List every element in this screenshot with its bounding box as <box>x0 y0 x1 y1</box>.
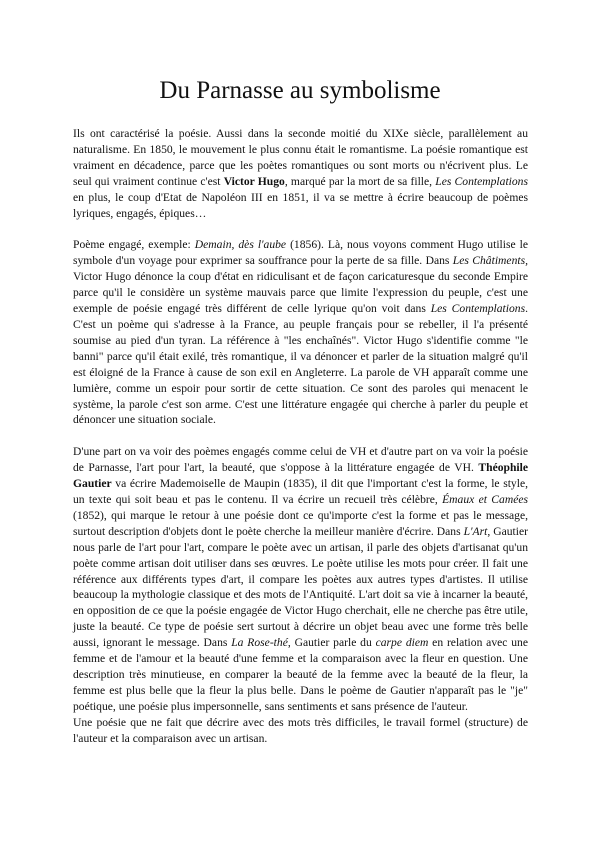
paragraph-4: Une poésie que ne fait que décrire avec des mots très difficiles, le travail formel (structure) de l'auteur et la comparaison avec un artisan. <box>73 715 528 745</box>
p1-text-e: en plus, le coup d'Etat de Napoléon III en 1851, il va se mettre à écrire beaucoup de poèmes lyriques, engagés, épiques… <box>73 190 528 220</box>
p3-text-a: D'une part on va voir des poèmes engagés comme celui de VH et d'autre part on va voir la poésie de Parnasse, l'art pour l'art, la beauté, que s'oppose à la littérature engagée de VH. <box>73 445 528 475</box>
p1-work-title: Les Contemplations <box>435 174 528 188</box>
p3-work-title-3: La Rose-thé <box>231 636 288 650</box>
document-body <box>73 126 528 747</box>
p3-text-i: , Gautier parle du <box>287 636 376 650</box>
p2-text-a: Poème engagé, exemple: <box>73 238 195 252</box>
paragraph-gap <box>73 221 528 237</box>
p3-work-title-2: L'Art <box>463 524 488 538</box>
p1-text-a: Ils ont caractérisé la poésie. Aussi dans la seconde moitié du XIXe siècle, parallèlement au naturalisme. En 1850, le mouvement le plus connu était le romantisme. La poésie romantique est vraiment en décadence, parce que les poètes romantiques ou sont morts ou n'écrivent plus. Le seul qui vraiment continue c'est <box>73 127 528 188</box>
p2-text-g: . C'est un poème qui s'adresse à la France, au peuple français pour se rebeller, il l'a présenté soumise au pied d'un tyran. La référence à "les enchaînés". Victor Hugo s'identifie comme "le banni" parce qu'il était exilé, très romantique, il va dénoncer et parler de la situation malgré qu'il est éloigné de la France à cause de son exil en Angleterre. La parole de VH apparaît comme une lumière, comme un espoir pour sortir de cette situation. Ce sont des paroles qui menacent le système, la parole c'est son arme. C'est une littérature engagée qui cherche à parler du peuple et dénoncer une situation sociale. <box>73 302 529 427</box>
p2-work-title-3: Les Contemplations <box>430 302 526 316</box>
p3-author-name: Théophile Gautier <box>73 461 528 491</box>
paragraph-1 <box>73 126 528 221</box>
p3-text-k: en relation avec une femme et de l'amour et la beauté d'une femme et la comparaison avec la fleur en question. Une description très minutieuse, en comparer la beauté de la femme avec la beauté de la fleur, la femme est plus belle que la fleur la plus belle. Dans le poème de Gautier n'apparaît pas le "je" poétique, une poésie plus impersonnelle, sans sentiments et sans présence de l'auteur. <box>73 636 528 713</box>
paragraph-3 <box>73 444 528 714</box>
p3-latin-phrase: carpe diem <box>375 636 429 650</box>
page-title: Du Parnasse au symbolisme <box>159 77 441 104</box>
p3-text-g: , Gautier nous parle de l'art pour l'art, compare le poète avec un artisan, il parle des objets d'artisanat qu'un poète comme artisan doit utiliser dans ses œuvres. Le poète utilise les mots pour créer. Il fait une référence aux différents types d'art, il compare les poètes aux autres types d'artistes. Il utilise beaucoup la mythologie classique et des mots de l'Antiquité. L'art doit sa vie à incarner la beauté, en opposition de ce que la poésie engagée de Victor Hugo cherchait, elle ne cherche pas être utile, juste la beauté. Ce type de poésie sert surtout à décrire un objet beau avec une forme très belle aussi, ignorant le message. Dans <box>73 524 529 650</box>
paragraph-gap <box>73 428 528 444</box>
p1-text-c: , marqué par la mort de sa fille, <box>284 174 436 188</box>
paragraph-2 <box>73 237 528 428</box>
p2-work-title-1: Demain, dès l'aube <box>194 238 287 252</box>
p3-text-e: (1852), qui marque le retour à une poésie dont ce qu'importe c'est la forme et pas le message, surtout description d'objets dont le poète cherche la meilleur manière d'écrire. Dans <box>73 508 528 538</box>
p2-work-title-2: Les Châtiments, <box>452 254 528 268</box>
p2-text-e: Victor Hugo dénonce la coup d'état en ridiculisant et de façon caricaturesque du seconde Empire parce qu'il le considère un système mauvais parce que limite l'expression du peuple, c'est une exemple de poésie engagé très différent de celle lyrique qu'on voit dans <box>73 270 528 316</box>
p2-text-c: (1856). Là, nous voyons comment Hugo utilise le symbole d'un voyage pour exprimer sa souffrance pour la perte de sa fille. Dans <box>73 238 529 268</box>
p3-work-title-1: Émaux et Camées <box>442 493 528 507</box>
p1-author-name: Victor Hugo <box>223 174 285 188</box>
p3-text-c: va écrire Mademoiselle de Maupin (1835), il dit que l'important c'est la forme, le style, un texte qui soit beau et pas le contenu. Il va écrire un recueil très célèbre, <box>73 477 528 507</box>
